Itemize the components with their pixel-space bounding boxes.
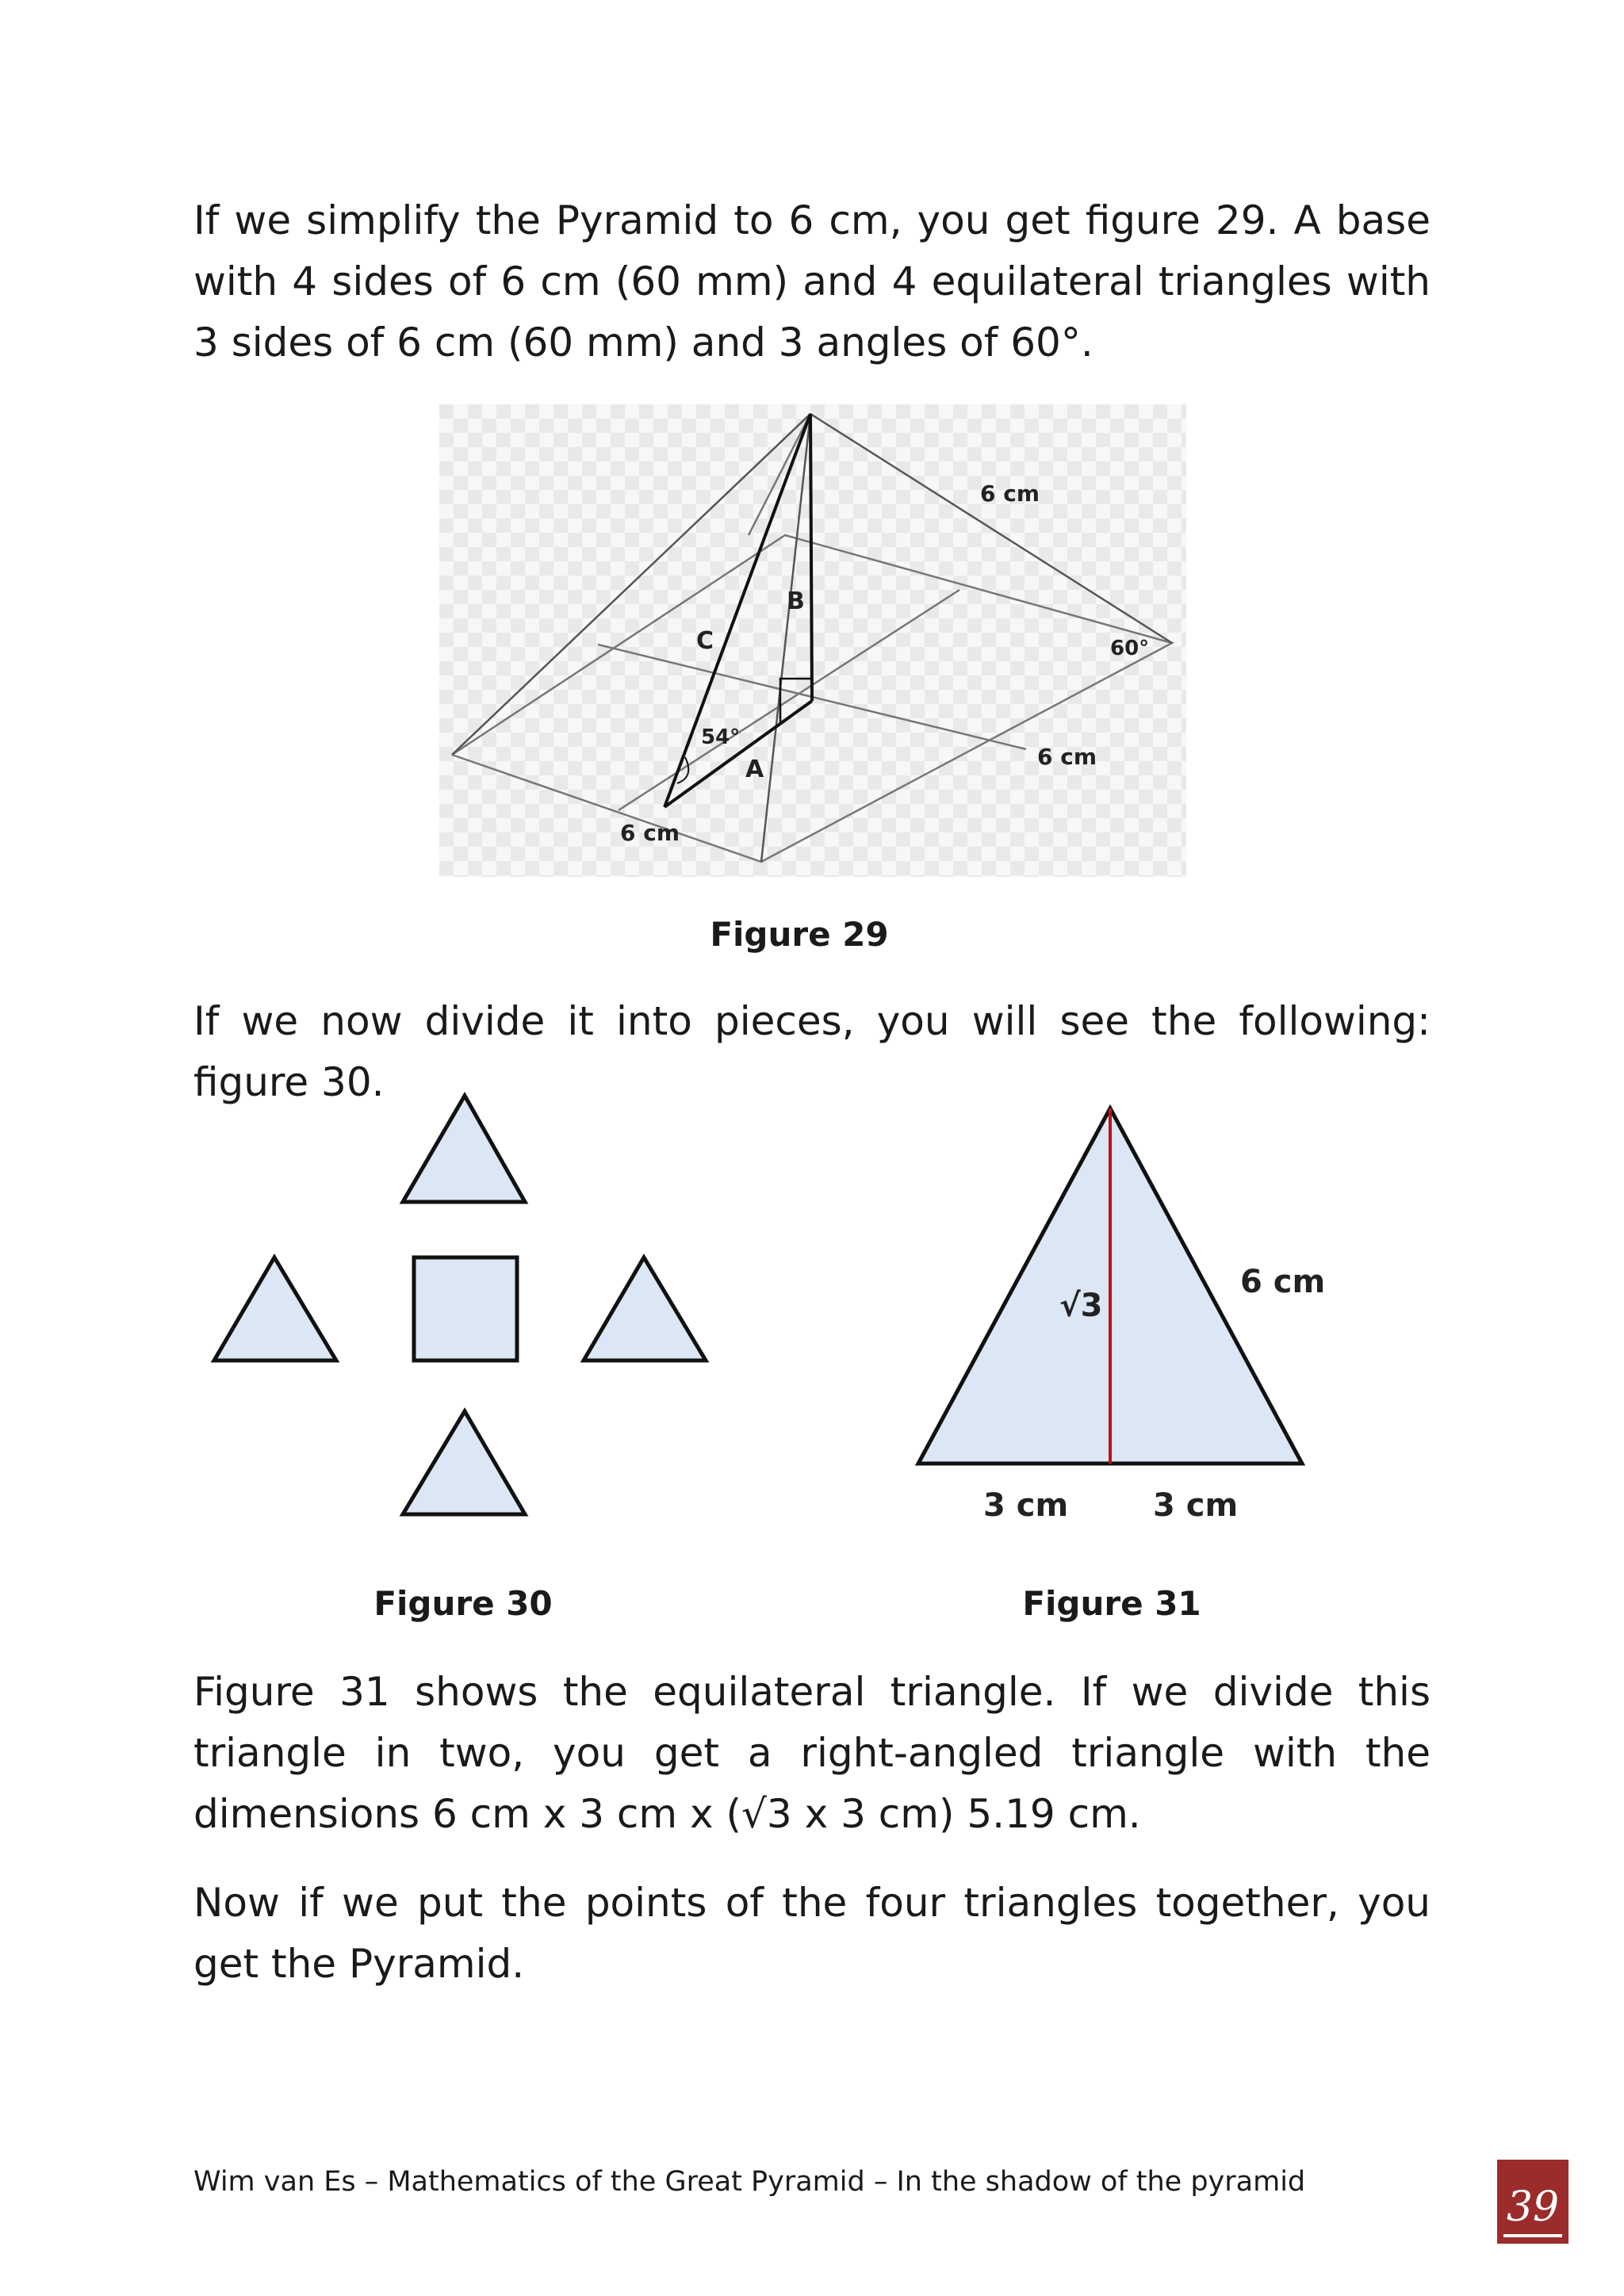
figure-31-triangle-diagram: [904, 1091, 1332, 1535]
label-right-edge: 6 cm: [1037, 744, 1097, 770]
intro-paragraph: If we simplify the Pyramid to 6 cm, you get figure 29. A base with 4 sides of 6 cm (60 mm) and 4 equilateral triangles with 3 sides of 6 cm (60 mm) and 3 angles of 60°.: [193, 197, 1431, 365]
figure-30-net-diagram: [206, 1091, 730, 1519]
label-side: 6 cm: [1240, 1264, 1326, 1300]
page-number-box: [1497, 2160, 1568, 2244]
label-top-edge: 6 cm: [980, 480, 1040, 507]
label-c: C: [696, 627, 714, 655]
label-angle-60: 60°: [1110, 637, 1150, 660]
figure-31-explanation: Figure 31 shows the equilateral triangle. If we divide this triangle in two, you get a right-angled triangle with the dimensions 6 cm x 3 cm x (√3 x 3 cm) 5.19 cm.: [193, 1669, 1431, 1837]
figure-30-caption: Figure 30: [373, 1584, 553, 1623]
label-base-left: 3 cm: [983, 1487, 1069, 1524]
figure-31-caption: Figure 31: [1022, 1584, 1201, 1623]
label-base-right: 3 cm: [1153, 1487, 1239, 1524]
figure-29-caption: Figure 29: [710, 915, 889, 954]
label-angle-54: 54°: [701, 725, 741, 749]
conclusion-paragraph: Now if we put the points of the four triangles together, you get the Pyramid.: [193, 1880, 1431, 1987]
figure-29-pyramid-diagram: [439, 404, 1186, 877]
center-square: [414, 1257, 517, 1360]
label-b: B: [787, 587, 805, 615]
label-height: √3: [1059, 1288, 1103, 1324]
footer-text: Wim van Es – Mathematics of the Great Pyramid – In the shadow of the pyramid: [193, 2166, 1306, 2198]
left-triangle: [214, 1257, 336, 1360]
page-number: 39: [1506, 2183, 1560, 2231]
page-number-underline: [1503, 2234, 1562, 2237]
figure-30-intro: If we now divide it into pieces, you will see the following: figure 30.: [193, 998, 1431, 1105]
bottom-triangle: [403, 1411, 525, 1514]
top-triangle: [403, 1096, 525, 1202]
label-bottom-edge: 6 cm: [620, 820, 680, 846]
label-a: A: [745, 756, 764, 783]
right-triangle: [584, 1257, 706, 1360]
